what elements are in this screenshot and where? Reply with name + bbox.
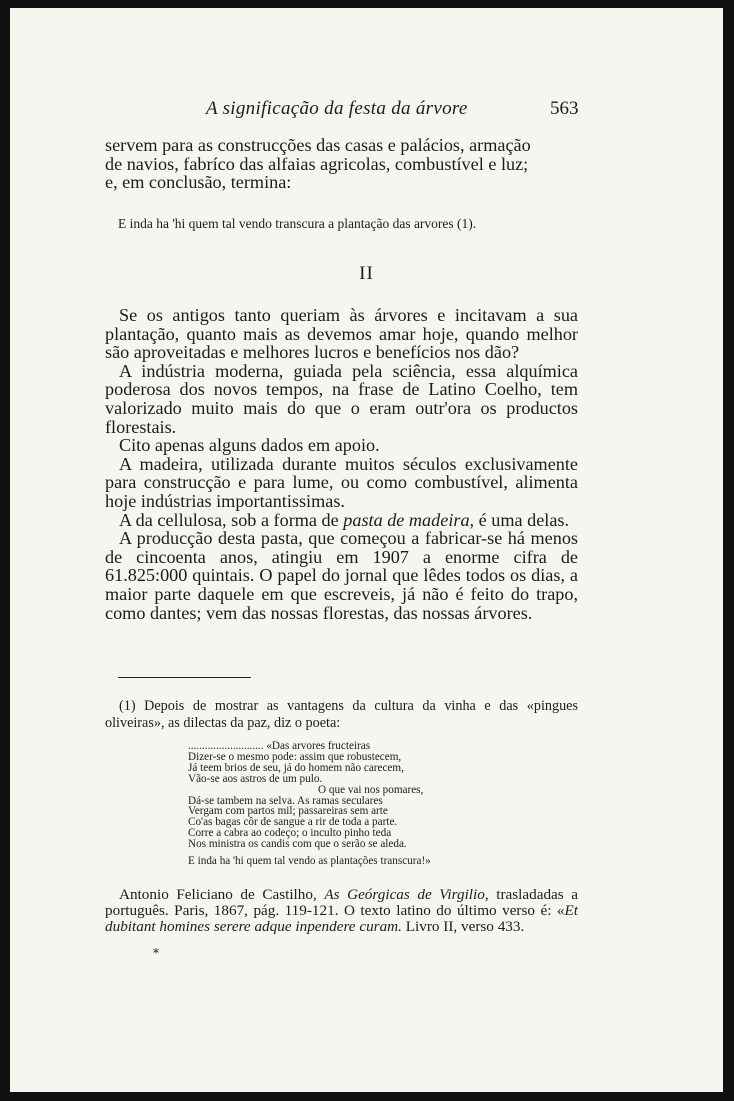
- verse-line: Corre a cabra ao codeço; o inculto pinho teda: [188, 827, 392, 840]
- text-span: é uma delas.: [478, 509, 570, 530]
- paragraph: A indústria moderna, guiada pela sciência, essa alquímica poderosa dos novos tempos, na frase de Latino Coelho, tem valorizado muito mais do que o eram outr'ora os productos florestais.: [105, 360, 578, 437]
- footnote: [105, 698, 578, 732]
- opening-paragraph: [105, 136, 578, 192]
- opening-line: e, em conclusão, termina:: [105, 172, 292, 193]
- verse-line: Vergam com partos mil; passareiras sem arte: [188, 805, 388, 818]
- verse-line: E inda ha 'hi quem tal vendo as plantações transcura!»: [188, 855, 431, 868]
- paragraph: A madeira, utilizada durante muitos séculos exclusivamente para construcção e para lume, ou como combustível, alimenta hoje indústrias importantissimas.: [105, 453, 578, 511]
- verse-line: Co'as bagas côr de sangue a rir de toda a parte.: [188, 816, 398, 829]
- footnote-text: (1) Depois de mostrar as vantagens da cultura da vinha e das «pingues oliveiras», as dilectas da paz, diz o poeta:: [105, 698, 578, 731]
- opening-line: de navios, fabríco das alfaias agricolas, combustível e luz;: [105, 153, 529, 174]
- citation-work: As Geórgicas de Virgilio,: [324, 886, 489, 903]
- citation-text: [105, 887, 578, 935]
- main-text: [105, 306, 578, 622]
- verse-line: O que vai nos pomares,: [318, 783, 424, 796]
- verse-line: Já teem brios de seu, já do homem não carecem,: [188, 761, 404, 774]
- citation-ref: Livro II, verso 433.: [405, 918, 525, 935]
- page-number: 563: [550, 98, 579, 119]
- book-page: [10, 8, 723, 1092]
- citation-details: trasladadas a português. Paris, 1867, pág. 119-121. O texto latino do último verso é: «: [105, 886, 578, 919]
- text-span: A da cellulosa, sob a forma de: [119, 509, 339, 530]
- paragraph: A producção desta pasta, que começou a fabricar-se há menos de cincoenta anos, atingiu em 1907 a enorme cifra de 61.825:000 quintais. O papel do jornal que lêdes todos os dias, a maior parte daquele em que escreveis, já não é feito do trapo, como dantes; vem das nossas florestas, das nossas árvores.: [105, 528, 578, 623]
- verse-line: Dizer-se o mesmo pode: assim que robustecem,: [188, 750, 402, 763]
- asterisk-mark: *: [153, 946, 159, 960]
- opening-line: servem para as construcções das casas e palácios, armação: [105, 135, 531, 155]
- verse-line: Dá-se tambem na selva. As ramas seculares: [188, 794, 383, 807]
- verse-line: Nos ministra os candis com que o serão se aleda.: [188, 838, 407, 851]
- italic-term: pasta de madeira,: [343, 509, 475, 530]
- verse-block: [188, 741, 498, 867]
- citation-latin: Et dubitant homines serere adque inpendere curam.: [105, 902, 578, 935]
- citation: [105, 887, 578, 935]
- page-header: [10, 98, 723, 122]
- section-heading: II: [359, 263, 374, 284]
- verse-line: ........................... «Das arvores fructeiras: [188, 740, 371, 752]
- running-title: A significação da festa da árvore: [206, 98, 468, 119]
- paragraph: Se os antigos tanto queriam às árvores e incitavam a sua plantação, quanto mais as devemos amar hoje, quando melhor são aproveitadas e melhores lucros e benefícios nos dão?: [105, 305, 578, 363]
- paragraph: [105, 511, 578, 530]
- paragraph: Cito apenas alguns dados em apoio.: [119, 435, 380, 456]
- footnote-rule: [118, 677, 251, 678]
- quoted-verse: E inda ha 'hi quem tal vendo transcura a plantação das arvores (1).: [118, 216, 477, 231]
- citation-author: Antonio Feliciano de Castilho,: [119, 886, 317, 903]
- verse-line: Vão-se aos astros de um pulo.: [188, 772, 323, 785]
